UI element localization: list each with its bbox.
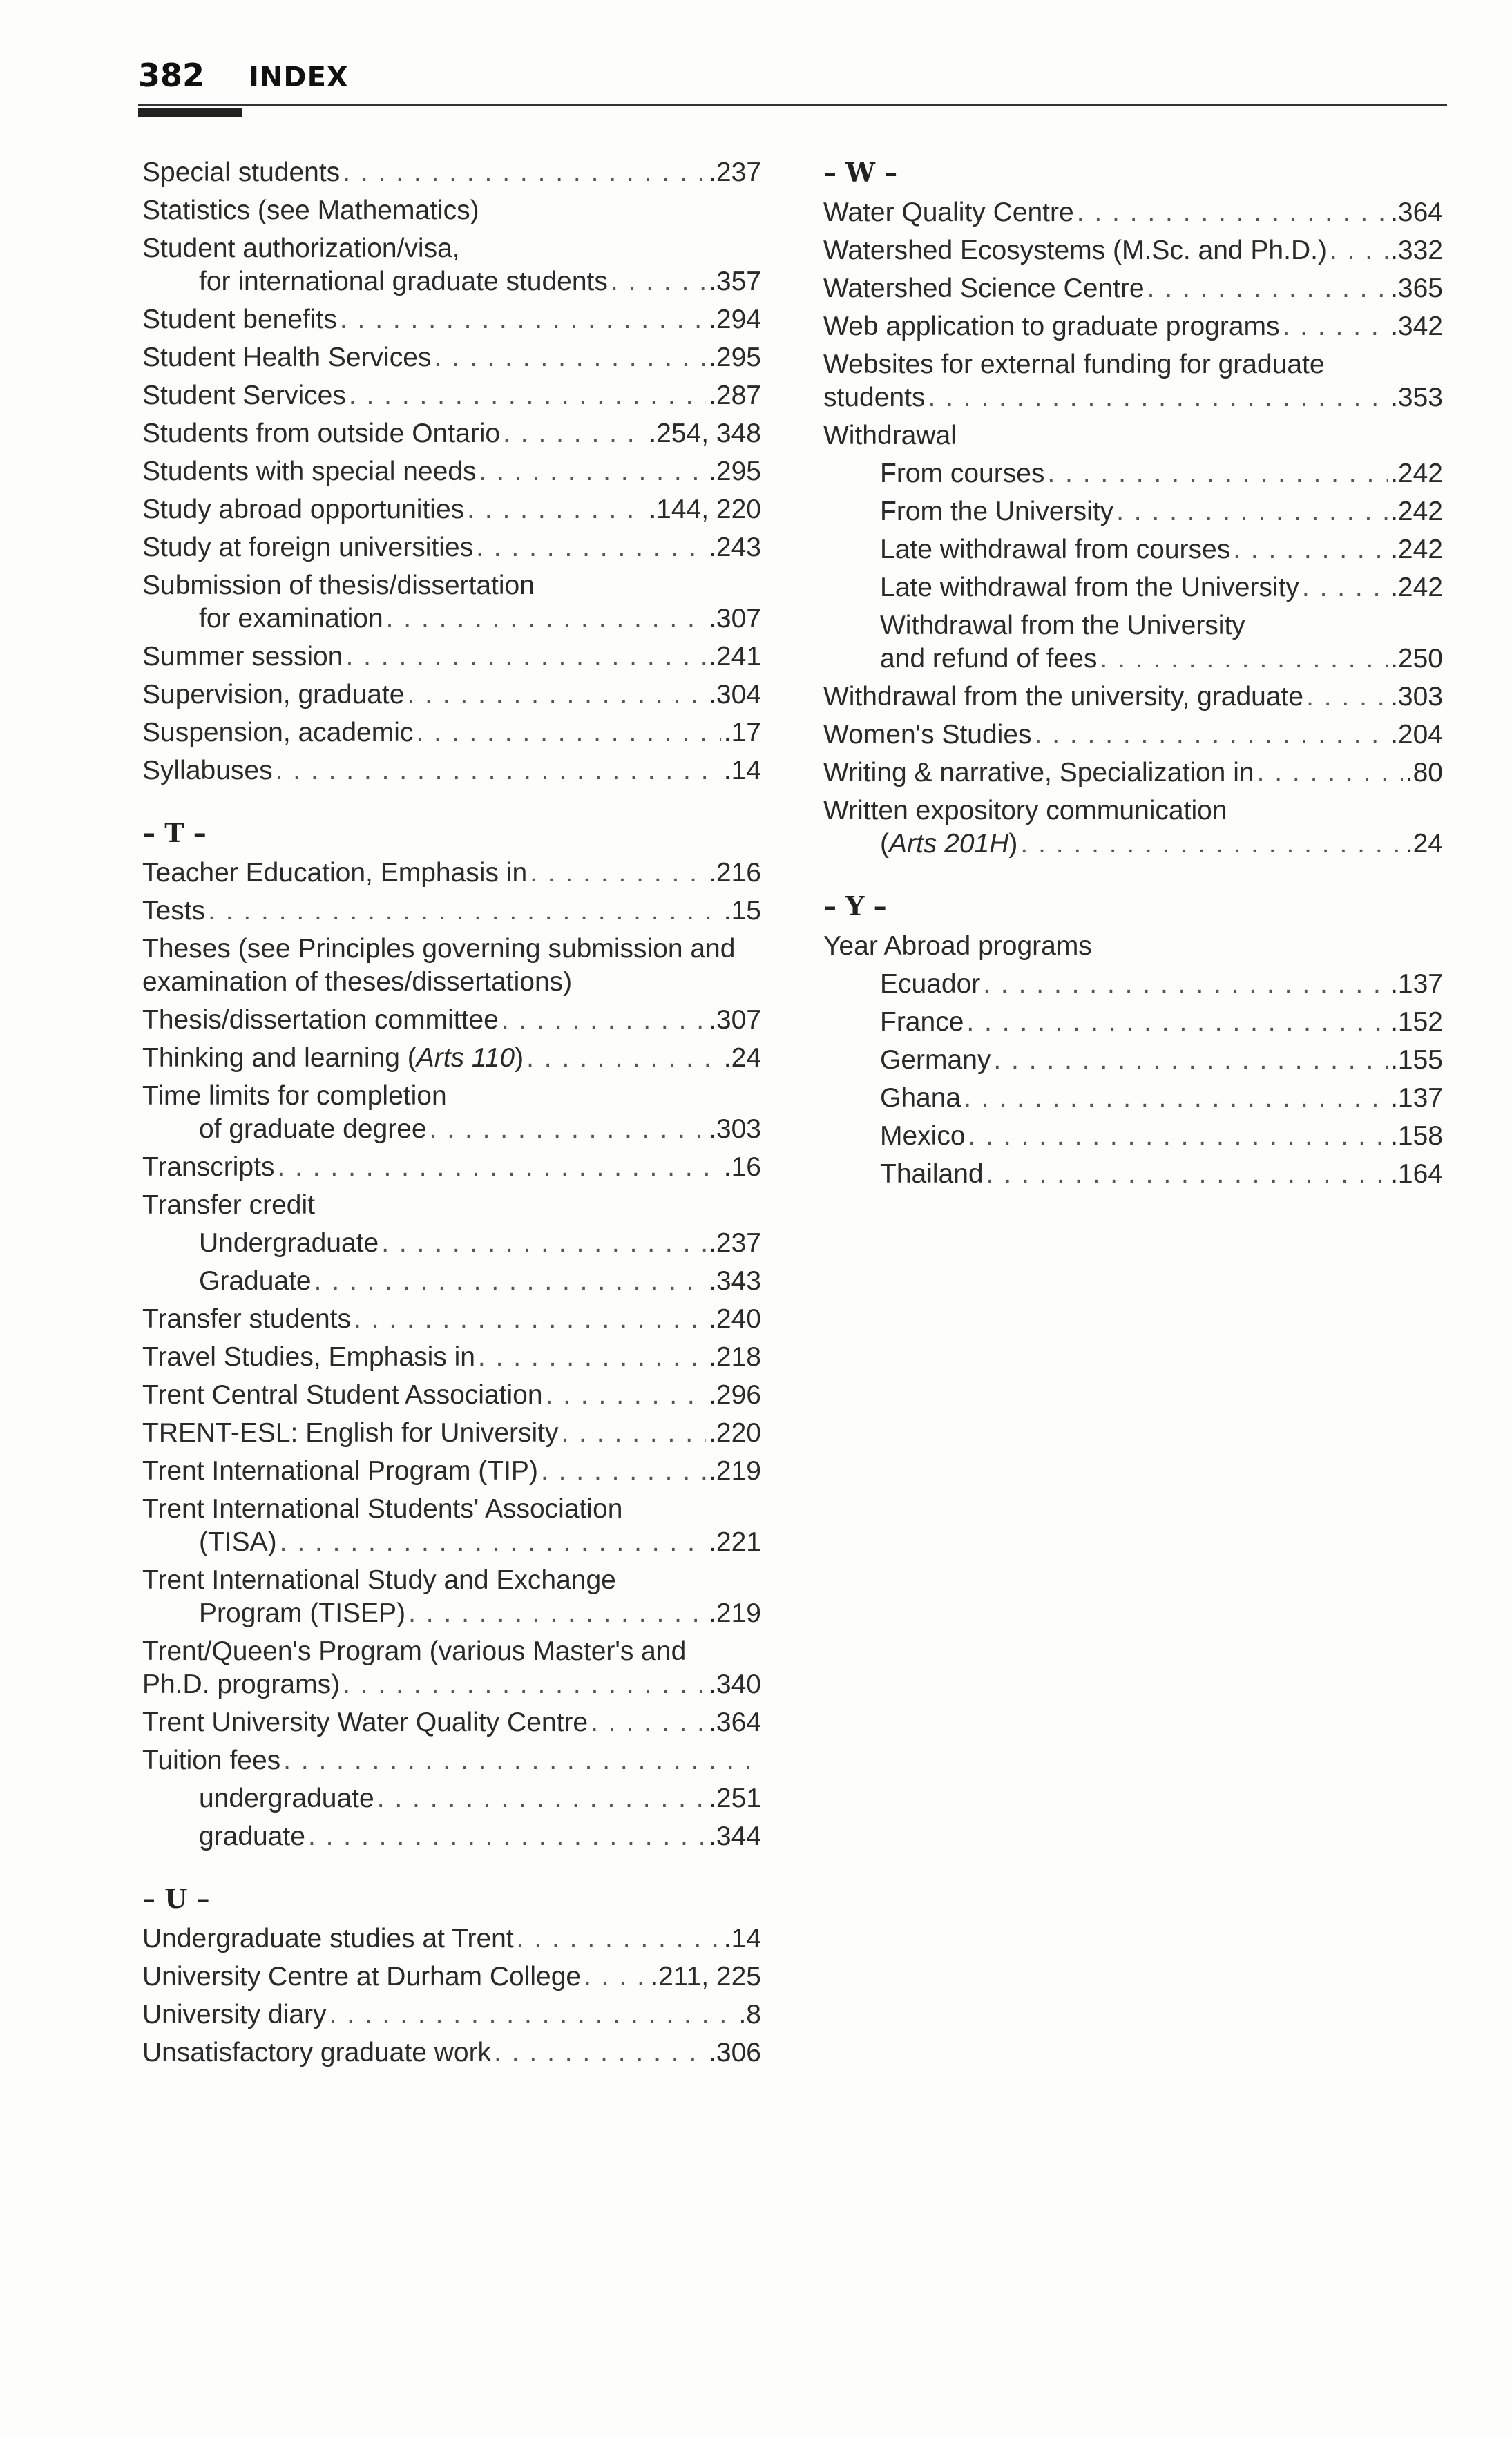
index-column-left bbox=[142, 156, 761, 2074]
index-subentry: for international graduate students . . . .357 bbox=[142, 265, 761, 298]
index-entry: University diary . . . .8 bbox=[142, 1998, 761, 2032]
index-entry: Trent/Queen's Program (various Master's and bbox=[142, 1636, 687, 1666]
index-subentry: From courses . . . .242 bbox=[823, 457, 1443, 490]
index-entry: Thinking and learning (Arts 110) . . . .24 bbox=[142, 1042, 761, 1075]
section-letter-w: – W – bbox=[823, 157, 898, 188]
index-entry: Tests . . . .15 bbox=[142, 895, 761, 928]
index-entry: Syllabuses . . . .14 bbox=[142, 754, 761, 787]
index-entry: Websites for external funding for graduate bbox=[823, 350, 1325, 379]
index-entry: Trent International Program (TIP) . . . .219 bbox=[142, 1455, 761, 1488]
index-entry: Year Abroad programs bbox=[823, 931, 1092, 961]
page-header bbox=[138, 57, 349, 94]
index-entry: Students with special needs . . . .295 bbox=[142, 455, 761, 488]
section-letter-t: – T – bbox=[142, 817, 207, 848]
index-entry: Travel Studies, Emphasis in . . . .218 bbox=[142, 1341, 761, 1374]
running-head: INDEX bbox=[249, 61, 349, 93]
index-entry-continued: Ph.D. programs) . . . .340 bbox=[142, 1668, 761, 1701]
index-entry: Withdrawal from the university, graduate . . . .303 bbox=[823, 680, 1443, 714]
index-entry: Trent International Students' Association bbox=[142, 1494, 623, 1524]
index-entry: Watershed Science Centre . . . .365 bbox=[823, 272, 1443, 305]
index-entry: Undergraduate studies at Trent . . . .14 bbox=[142, 1922, 761, 1956]
index-entry: Written expository communication bbox=[823, 796, 1227, 825]
header-rule bbox=[138, 104, 1447, 106]
header-rule-accent bbox=[138, 108, 242, 117]
index-entry: Transcripts . . . .16 bbox=[142, 1151, 761, 1184]
index-entry: Summer session . . . .241 bbox=[142, 640, 761, 673]
index-entry: Trent University Water Quality Centre . . . .364 bbox=[142, 1706, 761, 1739]
index-entry-continued: (Arts 201H) . . . .24 bbox=[823, 828, 1443, 861]
index-entry: Writing & narrative, Specialization in . . . .80 bbox=[823, 756, 1443, 790]
index-subentry: Mexico . . . .158 bbox=[823, 1120, 1443, 1153]
index-column-right bbox=[823, 156, 1443, 1196]
index-entry-continued: students . . . .353 bbox=[823, 381, 1443, 414]
index-entry: Watershed Ecosystems (M.Sc. and Ph.D.) . . . .332 bbox=[823, 234, 1443, 267]
index-entry: Web application to graduate programs . . . .342 bbox=[823, 310, 1443, 343]
index-entry: Tuition fees . . . bbox=[142, 1744, 761, 1777]
index-subentry: Ecuador . . . .137 bbox=[823, 968, 1443, 1001]
index-subentry: Germany . . . .155 bbox=[823, 1044, 1443, 1077]
index-entry: Student Health Services . . . .295 bbox=[142, 341, 761, 374]
index-entry: Water Quality Centre . . . .364 bbox=[823, 196, 1443, 229]
index-subentry: Ghana . . . .137 bbox=[823, 1082, 1443, 1115]
index-entry: Teacher Education, Emphasis in . . . .216 bbox=[142, 857, 761, 890]
y-section bbox=[823, 968, 1443, 1191]
index-entry: Unsatisfactory graduate work . . . .306 bbox=[142, 2036, 761, 2070]
index-entry: Suspension, academic . . . .17 bbox=[142, 716, 761, 749]
index-entry: Study at foreign universities . . . .243 bbox=[142, 531, 761, 564]
index-entry: Student authorization/visa, bbox=[142, 233, 460, 263]
index-entry: Theses (see Principles governing submission and examination of theses/dissertations) bbox=[142, 934, 736, 997]
index-entry: Student benefits . . . .294 bbox=[142, 303, 761, 336]
u-section bbox=[142, 1922, 761, 2070]
index-entry: Special students . . . .237 bbox=[142, 156, 761, 189]
index-subentry: From the University . . . .242 bbox=[823, 495, 1443, 528]
index-subentry: graduate . . . .344 bbox=[142, 1820, 761, 1853]
index-entry: TRENT-ESL: English for University . . . .220 bbox=[142, 1417, 761, 1450]
index-subentry: Late withdrawal from the University . . . .242 bbox=[823, 571, 1443, 604]
index-entry: Supervision, graduate . . . .304 bbox=[142, 678, 761, 711]
index-entry: Submission of thesis/dissertation bbox=[142, 571, 535, 600]
index-entry-continued: (TISA) . . . .221 bbox=[142, 1526, 761, 1559]
index-entry: Thesis/dissertation committee . . . .307 bbox=[142, 1004, 761, 1037]
index-entry: Transfer credit bbox=[142, 1190, 315, 1220]
section-letter-u: – U – bbox=[142, 1883, 210, 1914]
index-entry: Statistics (see Mathematics) bbox=[142, 195, 479, 225]
index-subentry: of graduate degree . . . .303 bbox=[142, 1113, 761, 1146]
index-entry: Trent Central Student Association . . . .296 bbox=[142, 1379, 761, 1412]
index-subentry: Withdrawal from the University bbox=[880, 611, 1245, 640]
index-entry: Women's Studies . . . .204 bbox=[823, 718, 1443, 752]
index-entry-continued: Program (TISEP) . . . .219 bbox=[142, 1597, 761, 1630]
index-entry: Trent International Study and Exchange bbox=[142, 1565, 616, 1595]
index-entry: University Centre at Durham College . . . .211, 225 bbox=[142, 1960, 761, 1994]
index-entry: Students from outside Ontario . . . .254, 348 bbox=[142, 417, 761, 450]
index-entry: Time limits for completion bbox=[142, 1081, 447, 1111]
section-letter-y: – Y – bbox=[823, 890, 887, 921]
index-subentry: undergraduate . . . .251 bbox=[142, 1782, 761, 1815]
index-subentry: France . . . .152 bbox=[823, 1006, 1443, 1039]
s-section bbox=[142, 156, 761, 787]
index-subentry: Late withdrawal from courses . . . .242 bbox=[823, 533, 1443, 566]
index-entry: Withdrawal bbox=[823, 421, 957, 450]
index-subentry: Undergraduate . . . .237 bbox=[142, 1227, 761, 1260]
index-entry: Study abroad opportunities . . . .144, 220 bbox=[142, 493, 761, 526]
page-number: 382 bbox=[138, 57, 205, 94]
index-subentry: for examination . . . .307 bbox=[142, 602, 761, 635]
index-subentry: Thailand . . . .164 bbox=[823, 1158, 1443, 1191]
index-subentry: Graduate . . . .343 bbox=[142, 1265, 761, 1298]
index-entry: Student Services . . . .287 bbox=[142, 379, 761, 412]
index-entry: Transfer students . . . .240 bbox=[142, 1303, 761, 1336]
index-subentry-continued: and refund of fees . . . .250 bbox=[823, 642, 1443, 676]
